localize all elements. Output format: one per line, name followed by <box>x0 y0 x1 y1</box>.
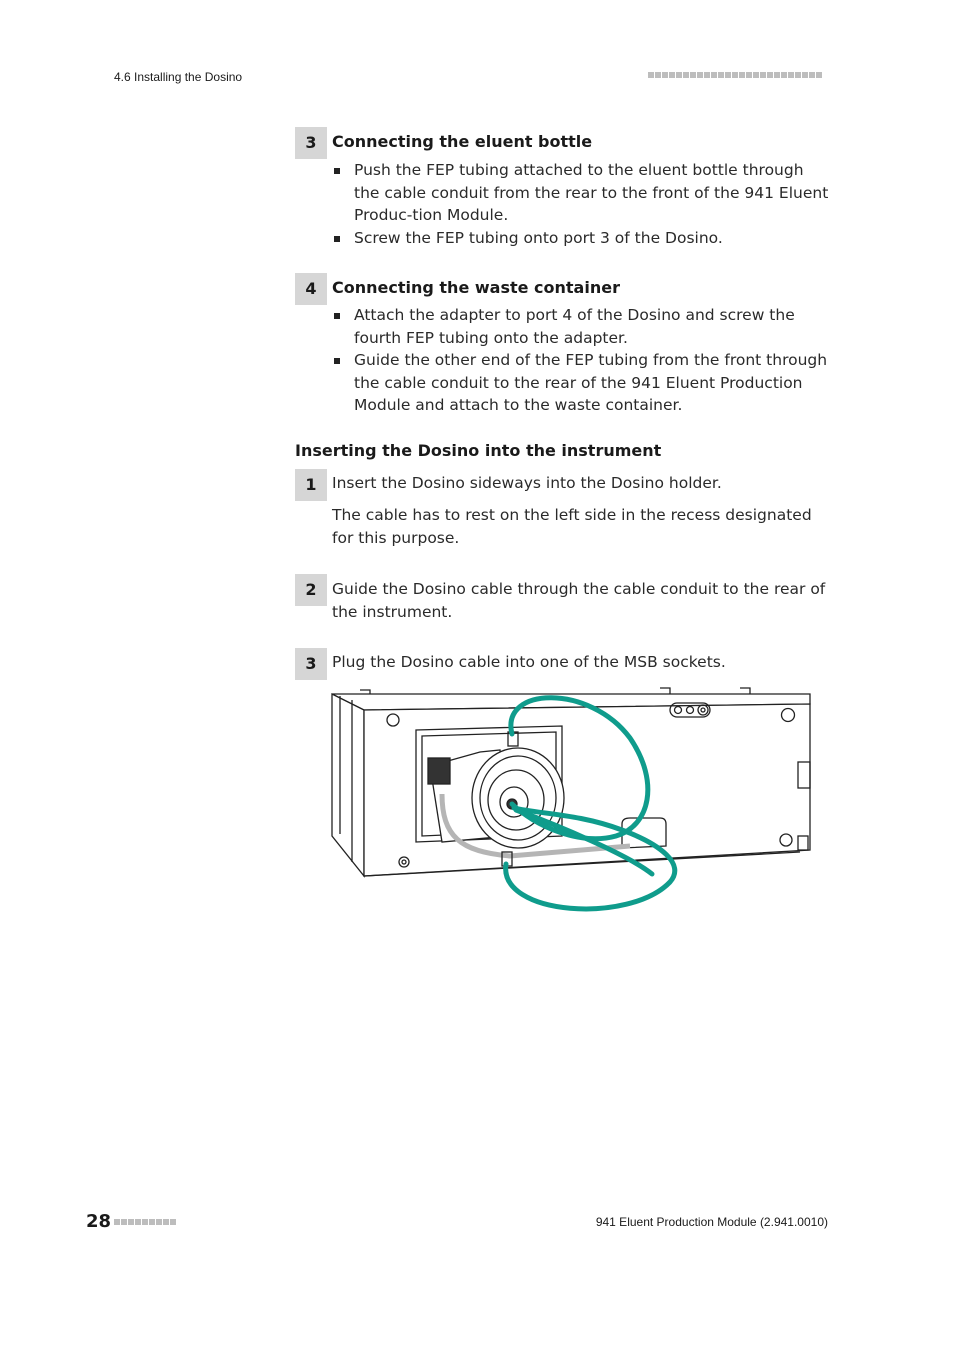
page-number: 28 <box>86 1211 112 1232</box>
step-number-badge: 2 <box>295 574 327 606</box>
list-item: Attach the adapter to port 4 of the Dosino and screw the fourth FEP tubing onto the adapter. <box>332 304 832 349</box>
step-number-badge: 1 <box>295 469 327 501</box>
step-text: Guide the Dosino cable through the cable conduit to the rear of the instrument. <box>332 580 826 621</box>
running-header-section: 4.6 Installing the Dosino <box>114 70 243 84</box>
list-item: Screw the FEP tubing onto port 3 of the Dosino. <box>332 227 832 250</box>
step-number-badge: 3 <box>295 648 327 680</box>
step-text: Plug the Dosino cable into one of the MSB sockets. <box>332 653 726 671</box>
step-number-badge: 4 <box>295 273 327 305</box>
step-bullet-list <box>332 304 832 417</box>
document-title: 941 Eluent Production Module (2.941.0010) <box>595 1215 828 1229</box>
list-item: Push the FEP tubing attached to the eluent bottle through the cable conduit from the rear to the front of the 941 Eluent Produc-tion Module. <box>332 159 832 227</box>
step-text: Insert the Dosino sideways into the Dosino holder. <box>332 474 722 492</box>
step-title: Connecting the waste container <box>332 278 620 297</box>
dosino-installation-illustration <box>330 686 814 918</box>
step-note: The cable has to rest on the left side in the recess designated for this purpose. <box>332 506 812 547</box>
list-item: Guide the other end of the FEP tubing from the front through the cable conduit to the rear of the 941 Eluent Production Module and attach to the waste container. <box>332 349 832 417</box>
header-decoration <box>648 72 822 78</box>
step-bullet-list <box>332 159 832 249</box>
footer-decoration <box>114 1219 176 1225</box>
step-number-badge: 3 <box>295 127 327 159</box>
section-title: Inserting the Dosino into the instrument <box>295 441 662 460</box>
step-title: Connecting the eluent bottle <box>332 132 593 151</box>
